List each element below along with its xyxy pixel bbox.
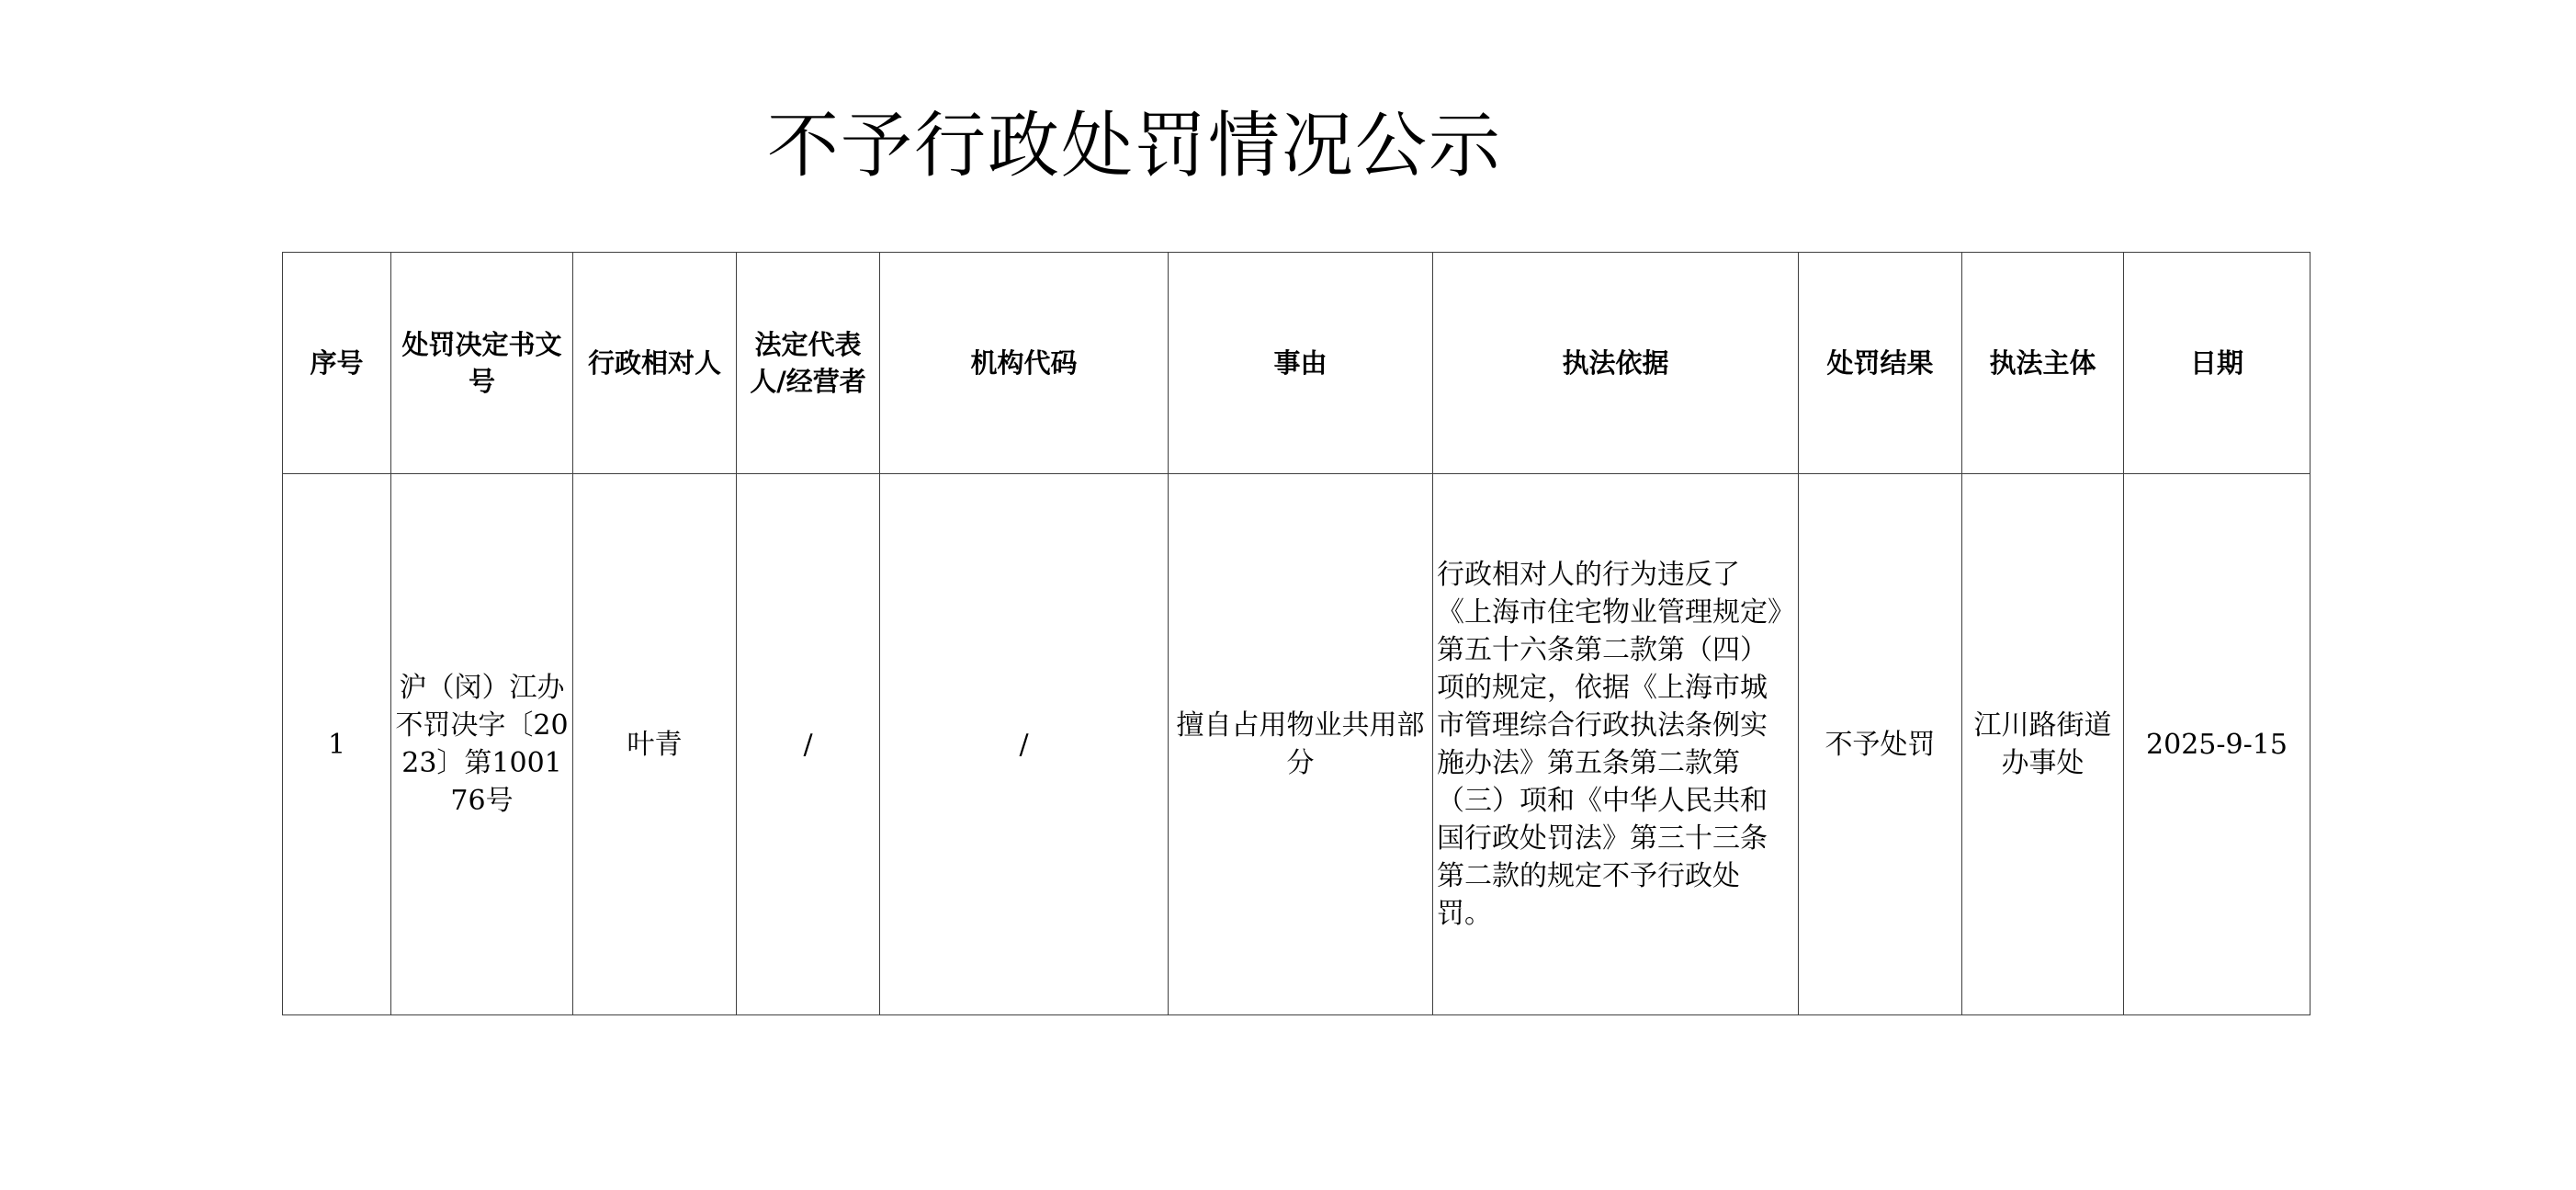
cell-doc-no: 沪（闵）江办不罚决字〔2023〕第100176号 — [391, 474, 573, 1015]
header-seq: 序号 — [283, 253, 391, 474]
header-basis: 执法依据 — [1433, 253, 1799, 474]
cell-legal-rep: / — [737, 474, 880, 1015]
table-header-row — [283, 253, 2310, 474]
header-org-code: 机构代码 — [880, 253, 1169, 474]
page-title: 不予行政处罚情况公示 — [766, 105, 1502, 187]
header-doc-no: 处罚决定书文号 — [391, 253, 573, 474]
header-party: 行政相对人 — [573, 253, 737, 474]
header-date: 日期 — [2124, 253, 2310, 474]
header-authority: 执法主体 — [1962, 253, 2124, 474]
cell-org-code: / — [880, 474, 1169, 1015]
penalty-notice-table — [282, 252, 2310, 1015]
table-row — [283, 474, 2310, 1015]
cell-reason: 擅自占用物业共用部分 — [1169, 474, 1433, 1015]
cell-seq: 1 — [283, 474, 391, 1015]
header-result: 处罚结果 — [1799, 253, 1962, 474]
cell-basis: 行政相对人的行为违反了《上海市住宅物业管理规定》第五十六条第二款第（四）项的规定，依据《上海市城市管理综合行政执法条例实施办法》第五条第二款第（三）项和《中华人民共和国行政处罚法》第三十三条第二款的规定不予行政处罚。 — [1433, 474, 1799, 1015]
cell-result: 不予处罚 — [1799, 474, 1962, 1015]
cell-authority: 江川路街道办事处 — [1962, 474, 2124, 1015]
cell-date: 2025-9-15 — [2124, 474, 2310, 1015]
header-legal-rep: 法定代表人/经营者 — [737, 253, 880, 474]
cell-party: 叶青 — [573, 474, 737, 1015]
header-reason: 事由 — [1169, 253, 1433, 474]
